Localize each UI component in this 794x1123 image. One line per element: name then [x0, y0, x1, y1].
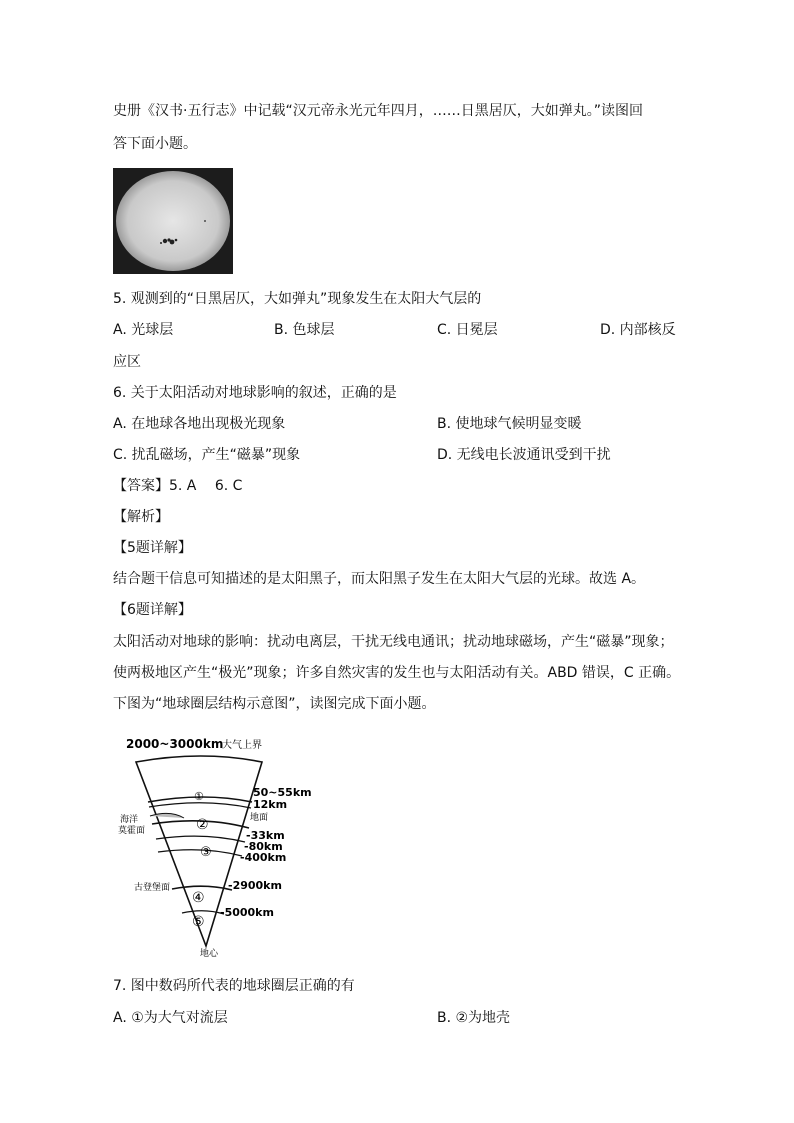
- label-2900km: -2900km: [228, 879, 282, 892]
- q5-option-d: D. 内部核反: [600, 322, 676, 338]
- q5-option-a: A. 光球层: [113, 322, 174, 338]
- sun-sunspot-image: [113, 168, 233, 274]
- q7-stem: 7. 图中数码所代表的地球圈层正确的有: [113, 978, 355, 994]
- label-80km: -80km: [244, 840, 283, 853]
- label-top: 2000~3000km: [126, 737, 224, 751]
- label-top-right: 大气上界: [222, 740, 262, 751]
- circled-4: ④: [192, 890, 205, 906]
- circled-2: ②: [196, 817, 209, 833]
- q5-option-d-wrap: 应区: [113, 354, 141, 370]
- q6-stem: 6. 关于太阳活动对地球影响的叙述，正确的是: [113, 385, 397, 401]
- circled-5: ⑤: [192, 914, 205, 930]
- label-ground: 地面: [250, 813, 269, 823]
- circled-3: ③: [200, 845, 212, 860]
- label-moho: 莫霍面: [118, 826, 146, 836]
- q5-stem: 5. 观测到的“日黑居仄，大如弹丸”现象发生在太阳大气层的: [113, 291, 482, 307]
- earth-structure-diagram: [112, 732, 312, 958]
- label-50-55km: 50~55km: [253, 786, 312, 799]
- q7-option-b: B. ②为地壳: [437, 1010, 511, 1026]
- label-33km: -33km: [246, 829, 285, 842]
- q5-option-b: B. 色球层: [274, 322, 335, 338]
- answer-text: 5. A 6. C: [169, 478, 243, 494]
- label-400km: -400km: [240, 851, 287, 864]
- analysis-label: 【解析】: [113, 509, 169, 525]
- q6-analysis-text-1: 太阳活动对地球的影响：扰动电离层，干扰无线电通讯；扰动地球磁场，产生“磁暴”现象；: [113, 634, 674, 650]
- q6-option-d: D. 无线电长波通讯受到干扰: [437, 447, 611, 463]
- figure-intro: 下图为“地球圈层结构示意图”，读图完成下面小题。: [113, 696, 436, 712]
- label-earth-center: 地心: [200, 949, 219, 958]
- q6-analysis-heading: 【6题详解】: [113, 602, 192, 618]
- q6-option-b: B. 使地球气候明显变暖: [437, 416, 582, 432]
- circled-1: ①: [194, 790, 204, 803]
- label-gutenberg: 古登堡面: [134, 883, 171, 893]
- sun-photo: [113, 168, 233, 274]
- q6-analysis-text-2: 使两极地区产生“极光”现象；许多自然灾害的发生也与太阳活动有关。ABD 错误，C 正确。: [113, 665, 681, 681]
- q5-analysis-text: 结合题干信息可知描述的是太阳黑子，而太阳黑子发生在太阳大气层的光球。故选 A。: [113, 571, 646, 587]
- label-ocean: 海洋: [120, 815, 139, 825]
- q5-option-c: C. 日冕层: [437, 322, 498, 338]
- intro-line-1: 史册《汉书·五行志》中记载“汉元帝永光元年四月，……日黑居仄，大如弹丸。”读图回: [113, 103, 643, 119]
- label-12km: 12km: [253, 798, 288, 811]
- intro-line-2: 答下面小题。: [113, 136, 197, 152]
- q6-option-c: C. 扰乱磁场，产生“磁暴”现象: [113, 447, 301, 463]
- label-5000km: -5000km: [220, 906, 274, 919]
- q5-analysis-heading: 【5题详解】: [113, 540, 192, 556]
- q6-option-a: A. 在地球各地出现极光现象: [113, 416, 286, 432]
- q7-option-a: A. ①为大气对流层: [113, 1010, 228, 1026]
- answer-line: [113, 476, 242, 496]
- answer-label: 【答案】: [113, 478, 169, 494]
